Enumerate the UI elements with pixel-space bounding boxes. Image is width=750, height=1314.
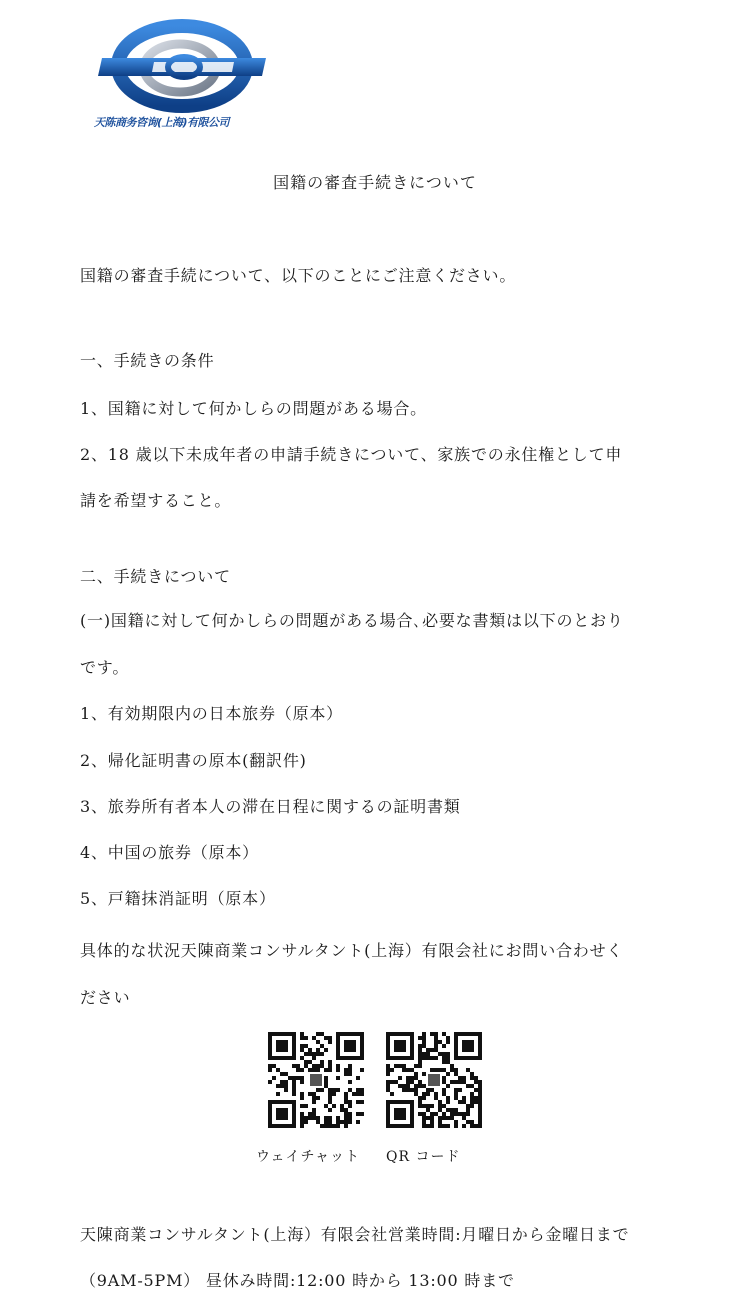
wechat-label: ウェイチャット [256, 1149, 361, 1165]
business-hours-line1: 天陳商業コンサルタント(上海）有限会社営業時間:月曜日から金曜日まで [80, 1225, 630, 1244]
section2-sub-line1: (一)国籍に対して何かしらの問題がある場合､必要な書類は以下のとおり [80, 611, 624, 630]
condition-item-1: 1、国籍に対して何かしらの問題がある場合。 [80, 399, 427, 418]
wechat-qr-icon [268, 1032, 364, 1128]
intro-text: 国籍の審査手続について、以下のことにご注意ください。 [80, 266, 517, 285]
document-item: 3、旅券所有者本人の滞在日程に関するの証明書類 [80, 797, 461, 816]
contact-line2: ださい [80, 988, 131, 1007]
logo-company-name: 天陈商务咨询(上海)有限公司 [94, 116, 230, 129]
section1-heading: 一、手続きの条件 [80, 351, 215, 370]
company-logo [94, 18, 270, 130]
document-item: 2、帰化証明書の原本(翻訳件) [80, 751, 307, 770]
contact-line1: 具体的な状況天陳商業コンサルタント(上海）有限会社にお問い合わせく [80, 941, 624, 960]
page-title: 国籍の審査手続きについて [273, 173, 477, 192]
document-item: 1、有効期限内の日本旅券（原本） [80, 704, 343, 723]
document-item: 4、中国の旅券（原本） [80, 843, 259, 862]
qr-code-icon [386, 1032, 482, 1128]
condition-item-2-line1: 2、18 歳以下未成年者の申請手続きについて、家族での永住権として申 [80, 445, 623, 464]
qr-code-label: QR コード [386, 1149, 461, 1165]
condition-item-2-line2: 請を希望すること。 [80, 491, 232, 510]
section2-heading: 二、手続きについて [80, 567, 231, 586]
section2-sub-line2: です。 [80, 658, 130, 677]
logo-emblem-icon [94, 18, 270, 114]
business-hours-line2: （9AM-5PM） 昼休み時間:12:00 時から 13:00 時まで [80, 1271, 515, 1290]
document-item: 5、戸籍抹消証明（原本） [80, 889, 276, 908]
